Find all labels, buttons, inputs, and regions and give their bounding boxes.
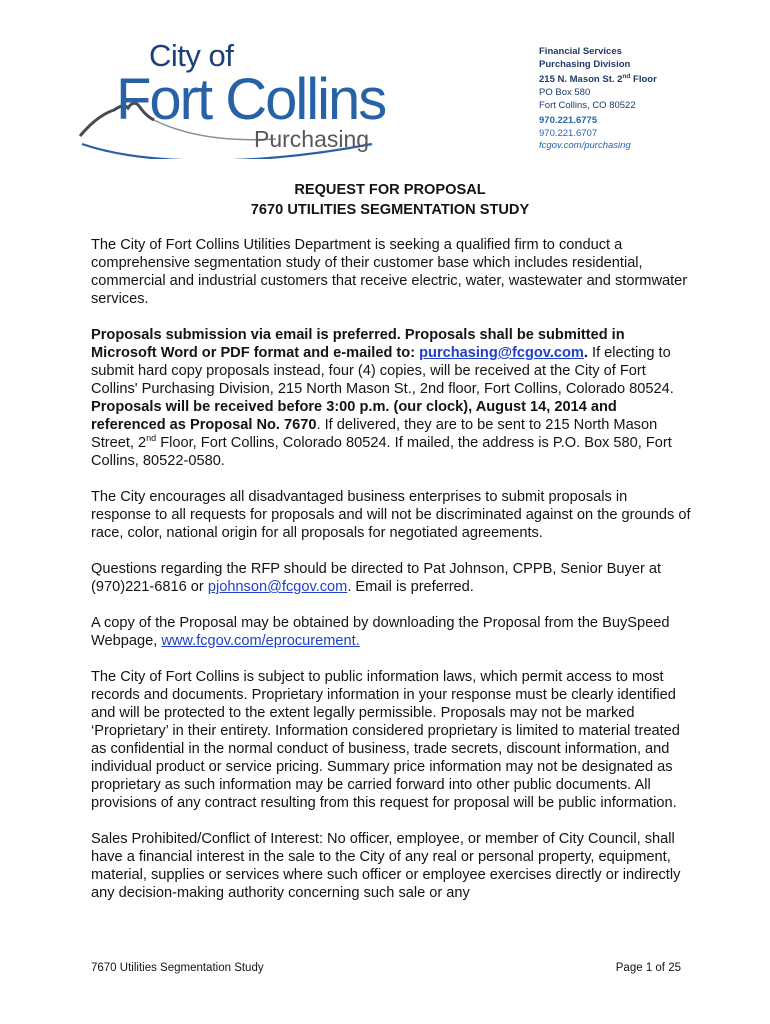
contact-dept: Financial Services <box>539 46 622 57</box>
document-title: REQUEST FOR PROPOSAL <box>294 182 486 198</box>
contact-block <box>539 46 657 153</box>
contact-city: Fort Collins, CO 80522 <box>539 99 636 111</box>
submission-text: If electing to submit hard copy proposals instead, four (4) copies, will be received at the City of Fort Collins' Purchasing Division, 215 North Mason St., 2nd floor, Fort Collins, Colorado 80524. <box>91 345 674 397</box>
footer-title: 7670 Utilities Segmentation Study <box>91 962 264 974</box>
submission-floor-sup: nd <box>146 433 157 444</box>
paragraph-conflict: Sales Prohibited/Conflict of Interest: No officer, employee, or member of City Council, shall have a financial interest in the sale to the City of any real or personal property, equipment, material, supplies or services where such officer or employee exercises directly or indirectly any decision-making authority concerning such sale or any <box>91 831 681 901</box>
paragraph-copy <box>91 614 691 650</box>
document-subtitle: 7670 UTILITIES SEGMENTATION STUDY <box>250 202 530 218</box>
contact-address-line: 215 N. Mason St. 2 <box>539 74 623 86</box>
submission-deadline: Proposals will be received before 3:00 p.m. (our clock), August 14, 2014 and referenced as Proposal No. 7670 <box>91 399 617 433</box>
logo-city-of: City of <box>149 38 234 73</box>
paragraph-submission <box>91 326 691 470</box>
submission-bold-text: Proposals submission via email is preferred. Proposals shall be submitted in Microsoft Word or PDF format and e-mailed to: <box>91 327 625 361</box>
copy-text: A copy of the Proposal may be obtained by downloading the Proposal from the BuySpeed Webpage, <box>91 615 670 649</box>
contact-phone: 970.221.6775 <box>539 115 598 127</box>
paragraph-disadvantaged: The City encourages all disadvantaged business enterprises to submit proposals in response to all requests for proposals and will not be discriminated against on the grounds of race, color, national origin for all proposals for negotiated agreements. <box>91 489 691 541</box>
paragraph-public-info: The City of Fort Collins is subject to public information laws, which permit access to most records and documents. Proprietary information in your response must be clearly identified and will be protected to the extent legally permissible. Proposals may not be marked ‘Proprietary’ in their entirety. Information considered proprietary is limited to material treated as confidential in the normal conduct of business, trade secrets, discount information, and individual product or service pricing. Summary price information may not be designated as proprietary as such information may be carried forward into other public documents. All provisions of any contract resulting from this request for proposal will be public information. <box>91 669 680 811</box>
eprocurement-link[interactable]: www.fcgov.com/eprocurement. <box>161 633 360 649</box>
document-body <box>91 236 691 920</box>
pjohnson-email-link[interactable]: pjohnson@fcgov.com <box>207 579 348 595</box>
contact-website: fcgov.com/purchasing <box>539 140 631 152</box>
purchasing-email-link[interactable]: purchasing@fcgov.com <box>419 345 584 361</box>
logo-purchasing: Purchasing <box>254 126 370 152</box>
submission-dot: . <box>583 345 588 361</box>
logo-fort-collins: Fort Collins <box>116 67 386 132</box>
contact-division: Purchasing Division <box>539 58 631 70</box>
city-logo <box>76 38 386 159</box>
contact-address <box>539 71 657 87</box>
questions-text: Questions regarding the RFP should be directed to Pat Johnson, CPPB, Senior Buyer at (970)221-6816 or <box>91 561 662 595</box>
contact-floor-word: Floor <box>630 74 657 86</box>
paragraph-questions <box>91 560 691 596</box>
questions-tail: . Email is preferred. <box>347 579 474 595</box>
submission-mail-text: Floor, Fort Collins, Colorado 80524. If mailed, the address is P.O. Box 580, Fort Collins, 80522-0580. <box>91 435 672 469</box>
submission-delivery-text: . If delivered, they are to be sent to 215 North Mason Street, 2 <box>91 417 658 451</box>
footer-page-number: Page 1 of 25 <box>615 962 681 974</box>
contact-po-box: PO Box 580 <box>539 86 591 98</box>
contact-floor-sup: nd <box>622 73 631 81</box>
contact-fax: 970.221.6707 <box>539 127 598 139</box>
paragraph-intro: The City of Fort Collins Utilities Department is seeking a qualified firm to conduct a comprehensive segmentation study of their customer base which includes residential, commercial and industrial customers that receive electric, water, wastewater and stormwater services. <box>91 237 688 307</box>
